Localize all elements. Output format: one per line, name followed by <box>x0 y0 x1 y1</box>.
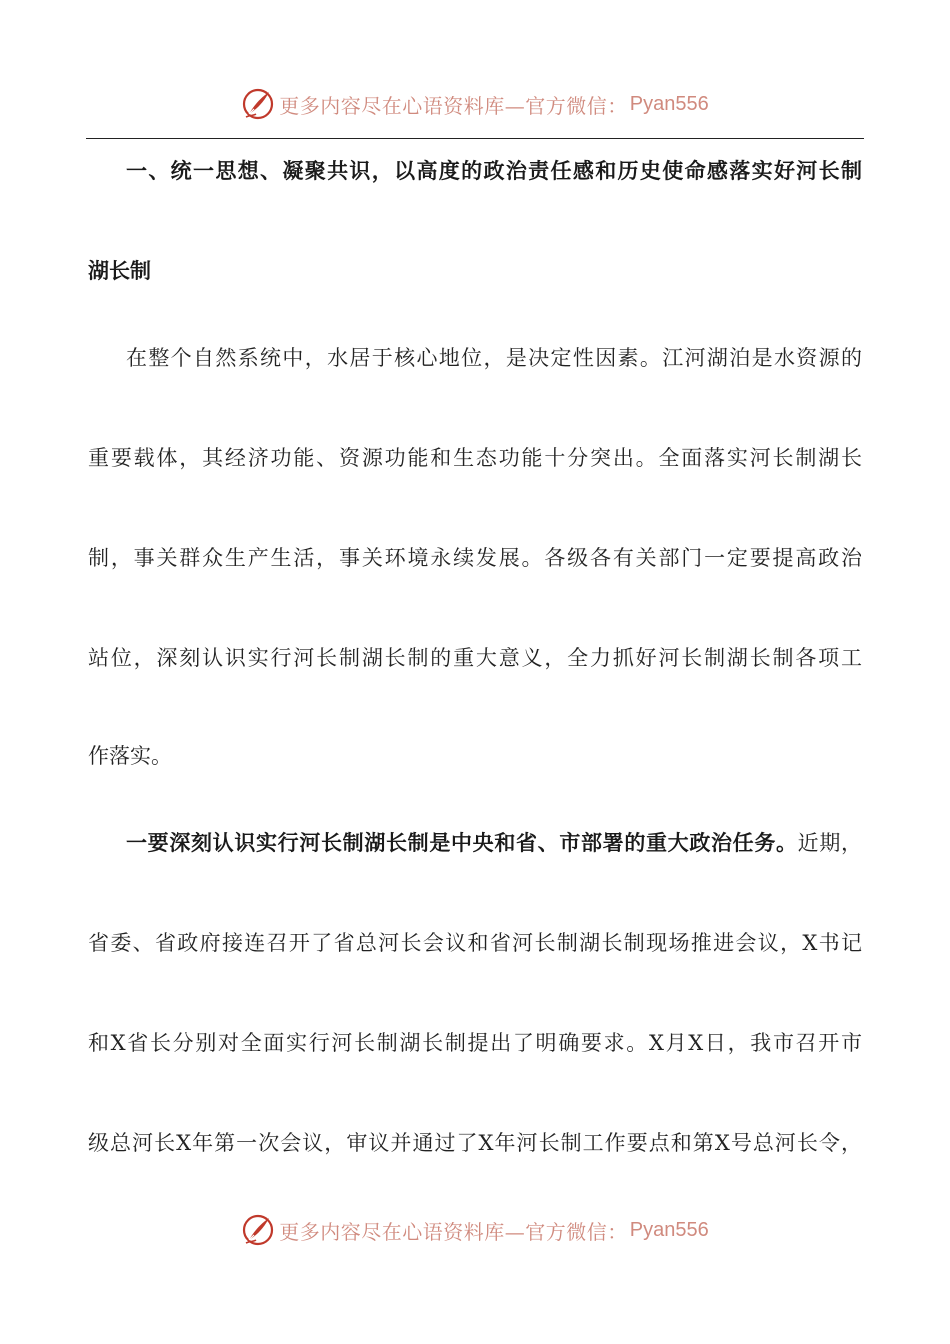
section-heading-line-1: 一、统一思想、凝聚共识，以高度的政治责任感和历史使命感落实好河长制 <box>126 158 862 183</box>
watermark-wechat-id: Pyan556 <box>629 1218 709 1241</box>
header-watermark <box>0 84 950 124</box>
paragraph-2-line-2: 省委、省政府接连召开了省总河长会议和省河长制湖长制现场推进会议，X书记 <box>88 931 862 955</box>
footer-watermark <box>0 1210 950 1250</box>
paragraph-2-lead-rest: 近期， <box>797 831 862 855</box>
paragraph-2-bold-lead: 一要深刻认识实行河长制湖长制是中央和省、市部署的重大政治任务。 <box>126 830 798 855</box>
watermark-text: 更多内容尽在心语资料库—官方微信： <box>279 93 628 118</box>
paragraph-1-line-5: 作落实。 <box>88 744 172 768</box>
paragraph-2-line-3: 和X省长分别对全面实行河长制湖长制提出了明确要求。X月X日，我市召开市 <box>88 1031 862 1055</box>
paragraph-1-line-3: 制，事关群众生产生活，事关环境永续发展。各级各有关部门一定要提高政治 <box>88 546 862 570</box>
paragraph-2-line-1 <box>88 822 862 864</box>
watermark-text: 更多内容尽在心语资料库—官方微信： <box>279 1219 628 1244</box>
paragraph-1-line-4: 站位，深刻认识实行河长制湖长制的重大意义，全力抓好河长制湖长制各项工 <box>88 646 862 670</box>
section-heading-line-2: 湖长制 <box>88 258 151 283</box>
paragraph-1-line-1: 在整个自然系统中，水居于核心地位，是决定性因素。江河湖泊是水资源的 <box>126 346 862 370</box>
paragraph-2-line-4: 级总河长X年第一次会议，审议并通过了X年河长制工作要点和第X号总河长令， <box>88 1131 862 1155</box>
paragraph-1-line-2: 重要载体，其经济功能、资源功能和生态功能十分突出。全面落实河长制湖长 <box>88 446 862 470</box>
watermark-wechat-id: Pyan556 <box>629 92 709 115</box>
quill-pen-logo-icon <box>241 87 275 121</box>
quill-pen-logo-icon <box>241 1213 275 1247</box>
header-divider <box>86 138 864 139</box>
